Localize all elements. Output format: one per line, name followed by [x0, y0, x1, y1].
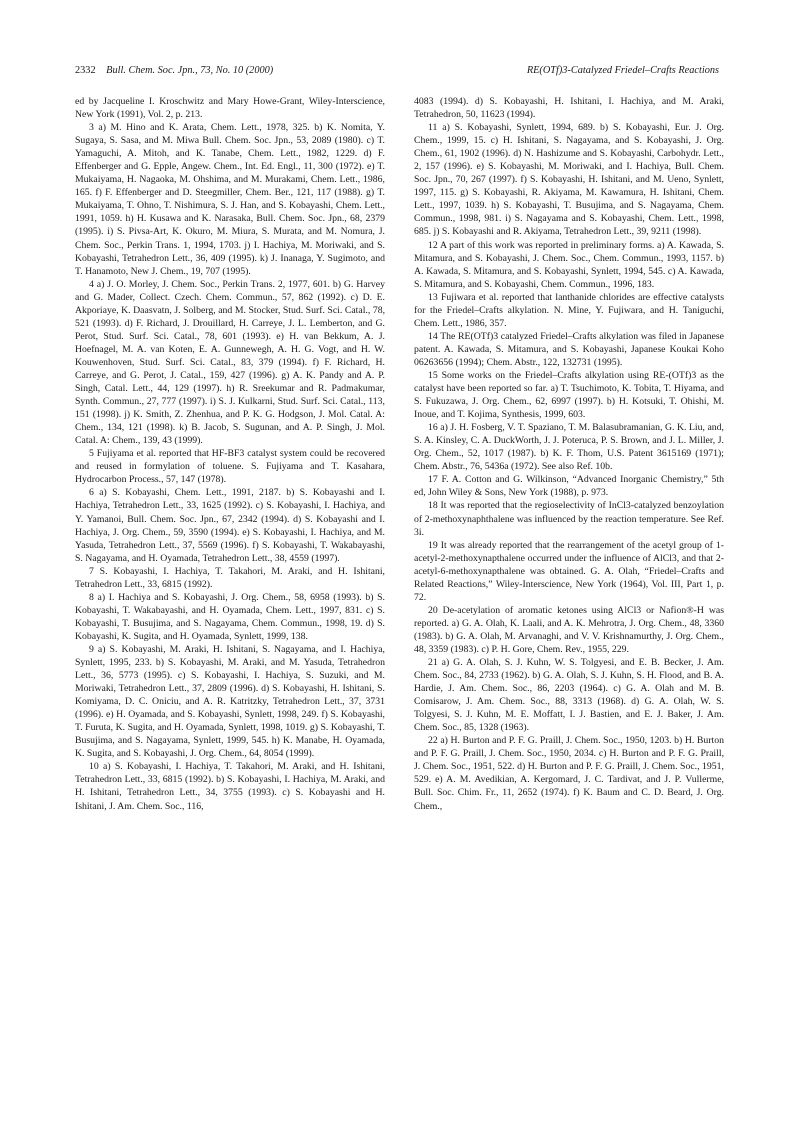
reference-entry: 13 Fujiwara et al. reported that lanthanide chlorides are effective catalysts for the Friedel–Crafts alkylation. N. Mine, Y. Fujiwara, and H. Taniguchi, Chem. Lett., 1986, 357.	[414, 291, 724, 329]
reference-entry: 20 De-acetylation of aromatic ketones using AlCl3 or Nafion®-H was reported. a) G. A. Olah, K. Laali, and A. K. Mehrotra, J. Org. Chem., 48, 3360 (1983). b) G. A. Olah, M. Arvanaghi, and V. V. Krishnamurthy, J. Org. Chem., 48, 3359 (1983). c) P. H. Gore, Chem. Rev., 1955, 229.	[414, 604, 724, 655]
reference-entry: 6 a) S. Kobayashi, Chem. Lett., 1991, 2187. b) S. Kobayashi and I. Hachiya, Tetrahedron Lett., 33, 1625 (1992). c) S. Kobayashi, I. Hachiya, and Y. Yamanoi, Bull. Chem. Soc. Jpn., 67, 2342 (1994). d) S. Kobayashi and I. Hachiya, J. Org. Chem., 59, 3590 (1994). e) S. Kobayashi, I. Hachiya, and M. Yasuda, Tetrahedron Lett., 37, 5569 (1996). f) S. Kobayashi, T. Wakabayashi, S. Nagayama, and H. Oyamada, Tetrahedron Lett., 38, 4559 (1997).	[75, 487, 385, 564]
reference-entry: 18 It was reported that the regioselectivity of InCl3-catalyzed benzoylation of 2-methoxynaphthalene was influenced by the reaction temperature. See Ref. 3i.	[414, 500, 724, 538]
reference-entry: 16 a) J. H. Fosberg, V. T. Spaziano, T. M. Balasubramanian, G. K. Liu, and, S. A. Kinsley, C. A. DuckWorth, J. J. Poteruca, P. S. Brown, and J. L. Miller, J. Org. Chem., 52, 1017 (1987). b) K. F. Thom, U.S. Patent 3615169 (1971); Chem. Abstr., 76, 5436a (1972). See also Ref. 10b.	[414, 422, 724, 473]
reference-entry: 14 The RE(OTf)3 catalyzed Friedel–Crafts alkylation was filed in Japanese patent. A. Kawada, S. Mitamura, and S. Kobayashi, Japanese Koukai Koho 06263656 (1994); Chem. Abstr., 122, 132731 (1995).	[414, 330, 724, 368]
page-number: 2332	[75, 65, 96, 76]
reference-entry: 15 Some works on the Friedel–Crafts alkylation using RE-(OTf)3 as the catalyst have been reported so far. a) T. Tsuchimoto, K. Tobita, T. Hiyama, and S. Fukuzawa, J. Org. Chem., 62, 6997 (1997). b) H. Kotsuki, T. Ohishi, M. Inoue, and T. Kojima, Synthesis, 1999, 603.	[414, 369, 724, 421]
reference-entry: 5 Fujiyama et al. reported that HF-BF3 catalyst system could be recovered and reused in formylation of toluene. S. Fujiyama and T. Kasahara, Hydrocarbon Process., 57, 147 (1978).	[75, 448, 385, 486]
reference-entry: 7 S. Kobayashi, I. Hachiya, T. Takahori, M. Araki, and H. Ishitani, Tetrahedron Lett., 33, 6815 (1992).	[75, 565, 385, 590]
reference-entry: 11 a) S. Kobayashi, Synlett, 1994, 689. b) S. Kobayashi, Eur. J. Org. Chem., 1999, 15. c) H. Ishitani, S. Nagayama, and S. Kobayashi, J. Org. Chem., 61, 1902 (1996). d) N. Hashizume and S. Kobayashi, Carbohydr. Lett., 2, 157 (1996). e) S. Kobayashi, M. Moriwaki, and I. Hachiya, Bull. Chem. Soc. Jpn., 70, 267 (1997). f) S. Kobayashi, H. Ishitani, and M. Ueno, Synlett, 1997, 115. g) S. Kobayashi, R. Akiyama, M. Kawamura, H. Ishitani, Chem. Lett., 1997, 1039. h) S. Kobayashi, T. Busujima, and S. Nagayama, Chem. Commun., 1998, 981. i) S. Nagayama and S. Kobayashi, Chem. Lett., 1998, 685. j) S. Kobayashi and R. Akiyama, Tetrahedron Lett., 39, 9211 (1998).	[414, 122, 724, 238]
reference-entry: 4 a) J. O. Morley, J. Chem. Soc., Perkin Trans. 2, 1977, 601. b) G. Harvey and G. Mader, Collect. Czech. Chem. Commun., 57, 862 (1992). c) D. E. Akporiaye, K. Daasvatn, J. Solberg, and M. Stocker, Stud. Surf. Sci. Catal., 78, 521 (1993). d) F. Richard, J. Drouillard, H. Carreye, J. L. Lemberton, and G. Perot, Stud. Surf. Sci. Catal., 78, 601 (1993). e) H. van Bekkum, A. J. Hoefnagel, M. A. van Koten, E. A. Gunnewegh, A. H. G. Vogt, and H. W. Kouwenhoven, Stud. Surf. Sci. Catal., 83, 379 (1994). f) F. Richard, H. Carreye, and G. Perot, J. Catal., 159, 427 (1996). g) A. K. Pandy and A. P. Singh, Catal. Lett., 44, 129 (1997). h) R. Sreekumar and R. Padmakumar, Synth. Commun., 27, 777 (1997). i) S. J. Kulkarni, Stud. Surf. Sci. Catal., 113, 151 (1998). j) K. Smith, Z. Zhenhua, and P. K. G. Hodgson, J. Mol. Catal. A: Chem., 134, 121 (1998). k) B. Jacob, S. Sugunan, and A. P. Singh, J. Mol. Catal. A: Chem., 139, 43 (1999).	[75, 278, 385, 447]
reference-entry: 21 a) G. A. Olah, S. J. Kuhn, W. S. Tolgyesi, and E. B. Becker, J. Am. Chem. Soc., 84, 2733 (1962). b) G. A. Olah, S. J. Kuhn, S. H. Flood, and B. A. Hardie, J. Am. Chem. Soc., 86, 2203 (1964). c) G. A. Olah and M. B. Comisarow, J. Am. Chem. Soc., 88, 3313 (1968). d) G. A. Olah, W. S. Tolgyesi, S. J. Kuhn, M. E. Moffatt, I. J. Bastien, and E. J. Baker, J. Am. Chem. Soc., 85, 1328 (1963).	[414, 657, 724, 734]
reference-entry: ed by Jacqueline I. Kroschwitz and Mary Howe-Grant, Wiley-Interscience, New York (1991), Vol. 2, p. 213.	[75, 96, 385, 121]
header-left	[75, 64, 273, 78]
reference-entry: 3 a) M. Hino and K. Arata, Chem. Lett., 1978, 325. b) K. Nomita, Y. Sugaya, S. Sasa, and M. Miwa Bull. Chem. Soc. Jpn., 53, 2089 (1980). c) T. Yamaguchi, A. Mitoh, and K. Tanabe, Chem. Lett., 1982, 1229. d) F. Effenberger and G. Epple, Angew. Chem., Int. Ed. Engl., 11, 300 (1972). e) T. Mukaiyama, H. Nagaoka, M. Ohshima, and M. Murakami, Chem. Lett., 1986, 165. f) F. Effenberger and D. Steegmiller, Chem. Ber., 121, 117 (1988). g) T. Mukaiyama, T. Ohno, T. Nishimura, S. J. Han, and S. Kobayashi, Chem. Lett., 1991, 1059. h) H. Kusawa and K. Narasaka, Bull. Chem. Soc. Jpn., 68, 2379 (1995). i) S. Pivsa-Art, K. Okuro, M. Miura, S. Murata, and M. Nomura, J. Chem. Soc., Perkin Trans. 1, 1994, 1703. j) I. Hachiya, M. Moriwaki, and S. Kobayashi, Tetrahedron Lett., 36, 409 (1995). k) J. Inanaga, Y. Sugimoto, and T. Hanamoto, New J. Chem., 19, 707 (1995).	[75, 122, 385, 277]
reference-entry: 8 a) I. Hachiya and S. Kobayashi, J. Org. Chem., 58, 6958 (1993). b) S. Kobayashi, T. Wakabayashi, and H. Oyamada, Chem. Lett., 1997, 831. c) S. Kobayashi, T. Busujima, and S. Nagayama, Chem. Commun., 1998, 19. d) S. Kobayashi, K. Sugita, and H. Oyamada, Synlett, 1999, 138.	[75, 591, 385, 642]
running-title: RE(OTf)3-Catalyzed Friedel–Crafts Reactions	[526, 65, 719, 76]
reference-entry: 17 F. A. Cotton and G. Wilkinson, “Advanced Inorganic Chemistry,” 5th ed, John Wiley & Sons, New York (1988), p. 973.	[414, 474, 724, 499]
running-header	[75, 64, 719, 78]
reference-entry: 19 It was already reported that the rearrangement of the acetyl group of 1-acetyl-2-methoxynapthalene occurred under the influence of AlCl3, and that 2-acetyl-6-methoxynapthalene was obtained. G. A. Olah, “Friedel–Crafts and Related Reactions,” Wiley-Interscience, New York (1964), Vol. III, Part 1, p. 72.	[414, 539, 724, 603]
reference-entry: 10 a) S. Kobayashi, I. Hachiya, T. Takahori, M. Araki, and H. Ishitani, Tetrahedron Lett., 33, 6815 (1992). b) S. Kobayashi, I. Hachiya, M. Araki, and H. Ishitani, Tetrahedron Lett., 34, 3755 (1993). c) S. Kobayashi and H. Ishitani, J. Am. Chem. Soc., 116,	[75, 761, 385, 812]
journal-citation: Bull. Chem. Soc. Jpn., 73, No. 10 (2000)	[106, 65, 274, 76]
reference-entry: 4083 (1994). d) S. Kobayashi, H. Ishitani, I. Hachiya, and M. Araki, Tetrahedron, 50, 11623 (1994).	[414, 96, 724, 121]
references-right-column	[414, 95, 724, 813]
reference-entry: 9 a) S. Kobayashi, M. Araki, H. Ishitani, S. Nagayama, and I. Hachiya, Synlett, 1995, 233. b) S. Kobayashi, M. Araki, and M. Yasuda, Tetrahedron Lett., 36, 5773 (1995). c) S. Kobayashi, I. Hachiya, S. Suzuki, and M. Moriwaki, Tetrahedron Lett., 37, 2809 (1996). d) S. Kobayashi, H. Ishitani, S. Komiyama, D. C. Oniciu, and A. R. Katritzky, Tetrahedron Lett., 37, 3731 (1996). e) H. Oyamada, and S. Kobayashi, Synlett, 1998, 249. f) S. Kobayashi, T. Furuta, K. Sugita, and H. Oyamada, Synlett, 1998, 1019. g) S. Kobayashi, T. Busujima, and S. Nagayama, Synlett, 1999, 545. h) K. Manabe, H. Oyamada, K. Sugita, and S. Kobayashi, J. Org. Chem., 64, 8054 (1999).	[75, 643, 385, 760]
references-left-column	[75, 95, 385, 813]
reference-entry: 22 a) H. Burton and P. F. G. Praill, J. Chem. Soc., 1950, 1203. b) H. Burton and P. F. G. Praill, J. Chem. Soc., 1950, 2034. c) H. Burton and P. F. G. Praill, J. Chem. Soc., 1951, 522. d) H. Burton and P. F. G. Praill, J. Chem. Soc., 1951, 529. e) A. M. Avedikian, A. Kergomard, J. C. Tardivat, and J. P. Vullerme, Bull. Soc. Chim. Fr., 11, 2652 (1974). f) K. Baum and C. D. Beard, J. Org. Chem.,	[414, 735, 724, 812]
reference-entry: 12 A part of this work was reported in preliminary forms. a) A. Kawada, S. Mitamura, and S. Kobayashi, J. Chem. Soc., Chem. Commun., 1993, 1157. b) A. Kawada, S. Mitamura, and S. Kobayashi, Synlett, 1994, 545. c) A. Kawada, S. Mitamura, and S. Kobayashi, Chem. Commun., 1996, 183.	[414, 239, 724, 290]
